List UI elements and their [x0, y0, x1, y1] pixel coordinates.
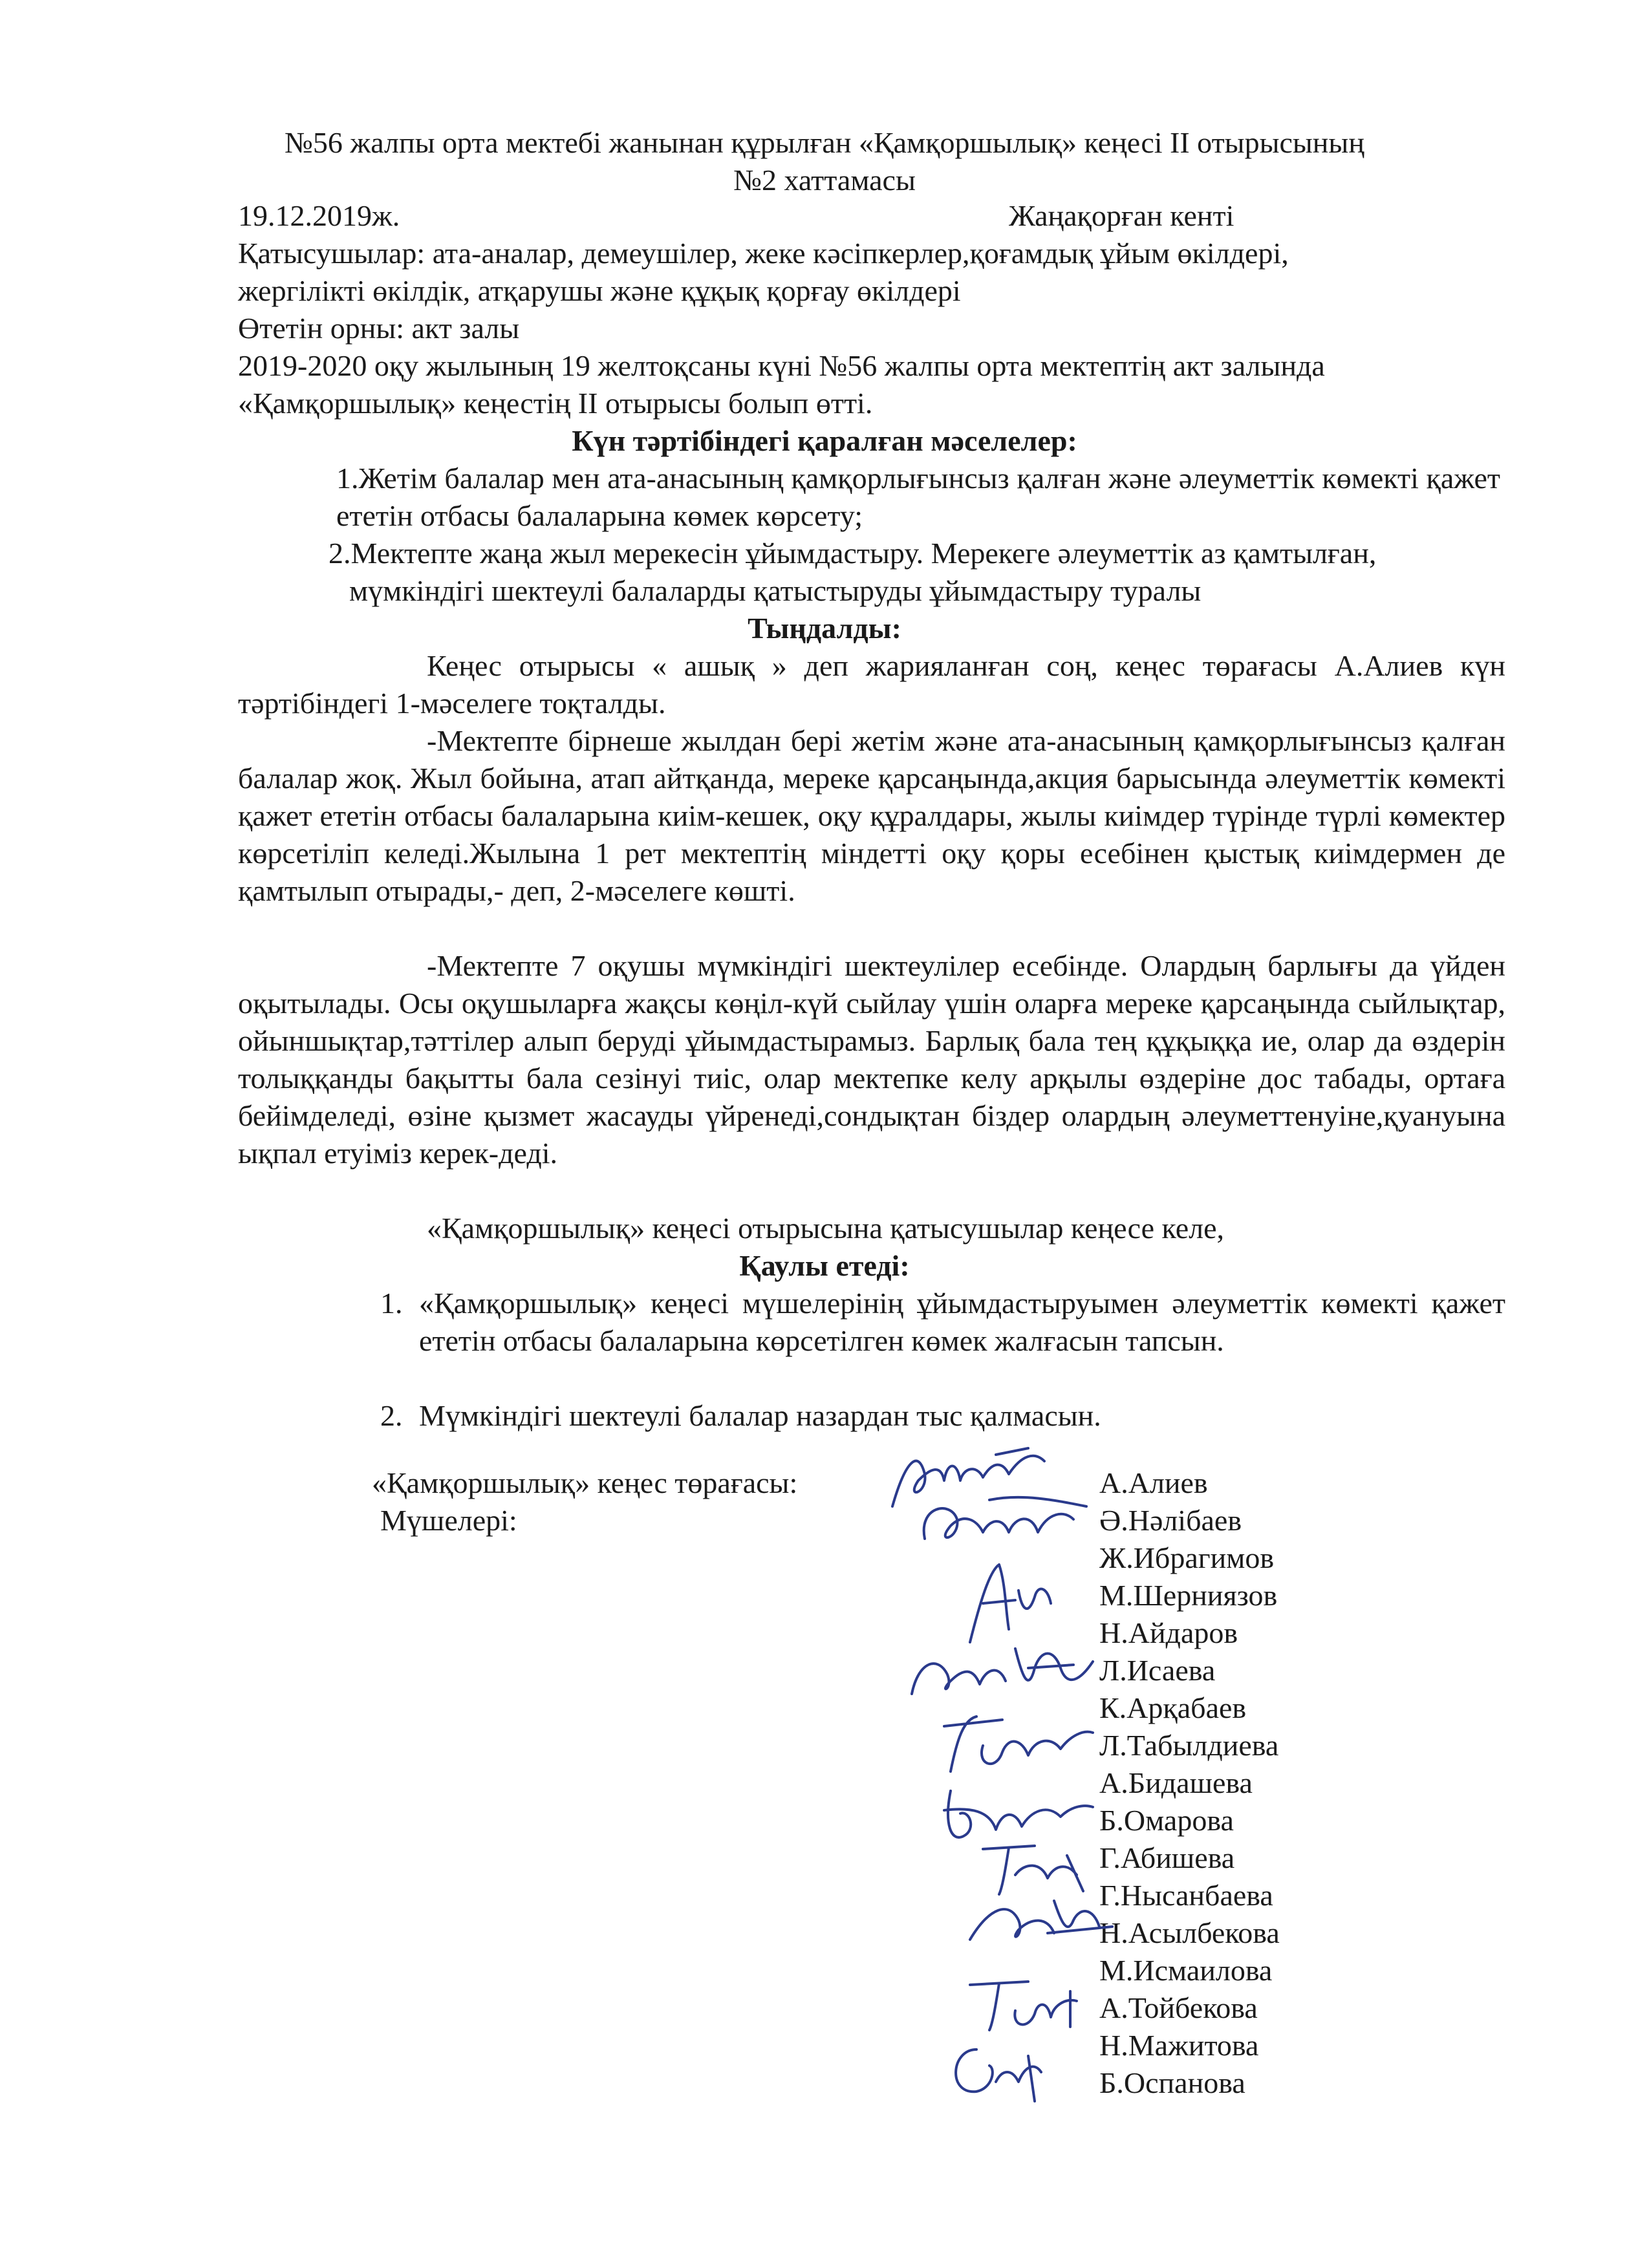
member-name: Н.Асылбекова: [1099, 1916, 1280, 1949]
member-name: А.Тойбекова: [1099, 1991, 1258, 2024]
agenda-item-2-line-1: 2.Мектепте жаңа жыл мерекесін ұйымдастыру. Мерекеге әлеуметтік аз қамтылған,: [329, 537, 1377, 570]
agenda-item-1: 1.Жетім балалар мен ата-анасының қамқорлығынсыз қалған және әлеуметтік көмекті қажет ететін отбасы балаларына көмек көрсету;: [336, 462, 1500, 532]
member-name: Б.Оспанова: [1099, 2066, 1245, 2099]
venue: Өтетін орны: акт залы: [238, 312, 520, 345]
intro-line-2: «Қамқоршылық» кеңестің ІІ отырысы болып өтті.: [238, 387, 873, 420]
intro-line-1: 2019-2020 оқу жылының 19 желтоқсаны күні №56 жалпы орта мектептің акт залында: [238, 349, 1325, 382]
decision-item-1: «Қамқоршылық» кеңесі мүшелерінің ұйымдастыруымен әлеуметтік көмекті қажет ететін отбасы балаларына көрсетілген көмек жалғасын тапсын.: [419, 1287, 1505, 1357]
decision-item-2-number: 2.: [380, 1399, 403, 1432]
decision-heading: Қаулы етеді:: [739, 1249, 910, 1282]
member-name: М.Шерниязов: [1099, 1579, 1278, 1612]
document-title: №56 жалпы орта мектебі жанынан құрылған «Қамқоршылық» кеңесі ІІ отырысының: [285, 126, 1364, 159]
signature-member-8: [957, 1965, 1099, 2037]
heard-paragraph-3: -Мектепте 7 оқушы мүмкіндігі шектеулілер есебінде. Олардың барлығы да үйден оқытылады. Осы оқушыларға жақсы көңіл-күй сыйлау үшін оларға мереке қарсаңында сыйлықтар, ойыншықтар,тәттілер алып беруді ұйымдастырамыз. Барлық бала тең құқыққа ие, олар да өздерін толыққанды бақытты бала сезінуі тиіс, олар мектепке келу арқылы өздеріне дос табады, ортаға бейімделеді, өзіне қызмет жасауды үйренеді,сондықтан біздер олардың әлеуметтенуіне,қуануына ықпал етуіміз керек-деді.: [238, 949, 1505, 1170]
heard-heading: Тыңдалды:: [748, 612, 901, 645]
member-name: Н.Мажитова: [1099, 2029, 1259, 2062]
member-name: Н.Айдаров: [1099, 1616, 1238, 1649]
member-name: Ж.Ибрагимов: [1099, 1541, 1275, 1574]
participants-line-1: Қатысушылар: ата-аналар, демеушілер, жеке кәсіпкерлер,қоғамдық ұйым өкілдері,: [238, 237, 1289, 270]
decision-item-2: Мүмкіндігі шектеулі балалар назардан тыс қалмасын.: [419, 1399, 1101, 1432]
document-subtitle: №2 хаттамасы: [733, 164, 916, 197]
signature-member-9: [938, 2030, 1067, 2101]
member-name: Л.Исаева: [1099, 1654, 1216, 1687]
document-date: 19.12.2019ж.: [238, 199, 400, 232]
decision-item-1-number: 1.: [380, 1287, 403, 1320]
heard-paragraph-4: «Қамқоршылық» кеңесі отырысына қатысушылар кеңесе келе,: [427, 1212, 1225, 1245]
agenda-heading: Күн тәртібіндегі қаралған мәселелер:: [572, 424, 1077, 457]
document-place: Жаңақорған кенті: [1009, 199, 1234, 232]
member-name: Б.Омарова: [1099, 1804, 1234, 1837]
chair-name: А.Алиев: [1099, 1466, 1208, 1499]
heard-paragraph-1: Кеңес отырысы « ашық » деп жарияланған соң, кеңес төрағасы А.Алиев күн тәртібіндегі 1-мәселеге тоқталды.: [238, 649, 1505, 720]
agenda-item-2-line-2: мүмкіндігі шектеулі балаларды қатыстыруды ұйымдастыру туралы: [349, 574, 1202, 607]
member-name: М.Исмаилова: [1099, 1954, 1273, 1987]
member-name: Г.Абишева: [1099, 1841, 1235, 1874]
chair-label: «Қамқоршылық» кеңес төрағасы:: [372, 1466, 798, 1499]
member-name: Л.Табылдиева: [1099, 1729, 1279, 1762]
member-name: Ә.Нәлібаев: [1099, 1504, 1242, 1537]
signature-member-7: [957, 1881, 1125, 1952]
members-label: Мүшелері:: [380, 1504, 517, 1537]
member-name: Г.Нысанбаева: [1099, 1879, 1273, 1912]
member-name: К.Арқабаев: [1099, 1691, 1247, 1724]
participants-line-2: жергілікті өкілдік, атқарушы және құқық қорғау өкілдері: [238, 274, 961, 307]
member-name: А.Бидашева: [1099, 1766, 1253, 1799]
heard-paragraph-2: -Мектепте бірнеше жылдан бері жетім және ата-анасының қамқорлығынсыз қалған балалар жоқ. Жыл бойына, атап айтқанда, мереке қарсаңында,акция барысында әлеуметтік көмекті қажет ететін отбасы балаларына киім-кешек, оқу құралдары, жылы киімдер түрінде түрлі көмектер көрсетіліп келеді.Жылына 1 рет мектептің міндетті оқу қоры есебінен қыстық киімдермен де қамтылып отырады,- деп, 2-мәселеге көшті.: [238, 724, 1505, 907]
